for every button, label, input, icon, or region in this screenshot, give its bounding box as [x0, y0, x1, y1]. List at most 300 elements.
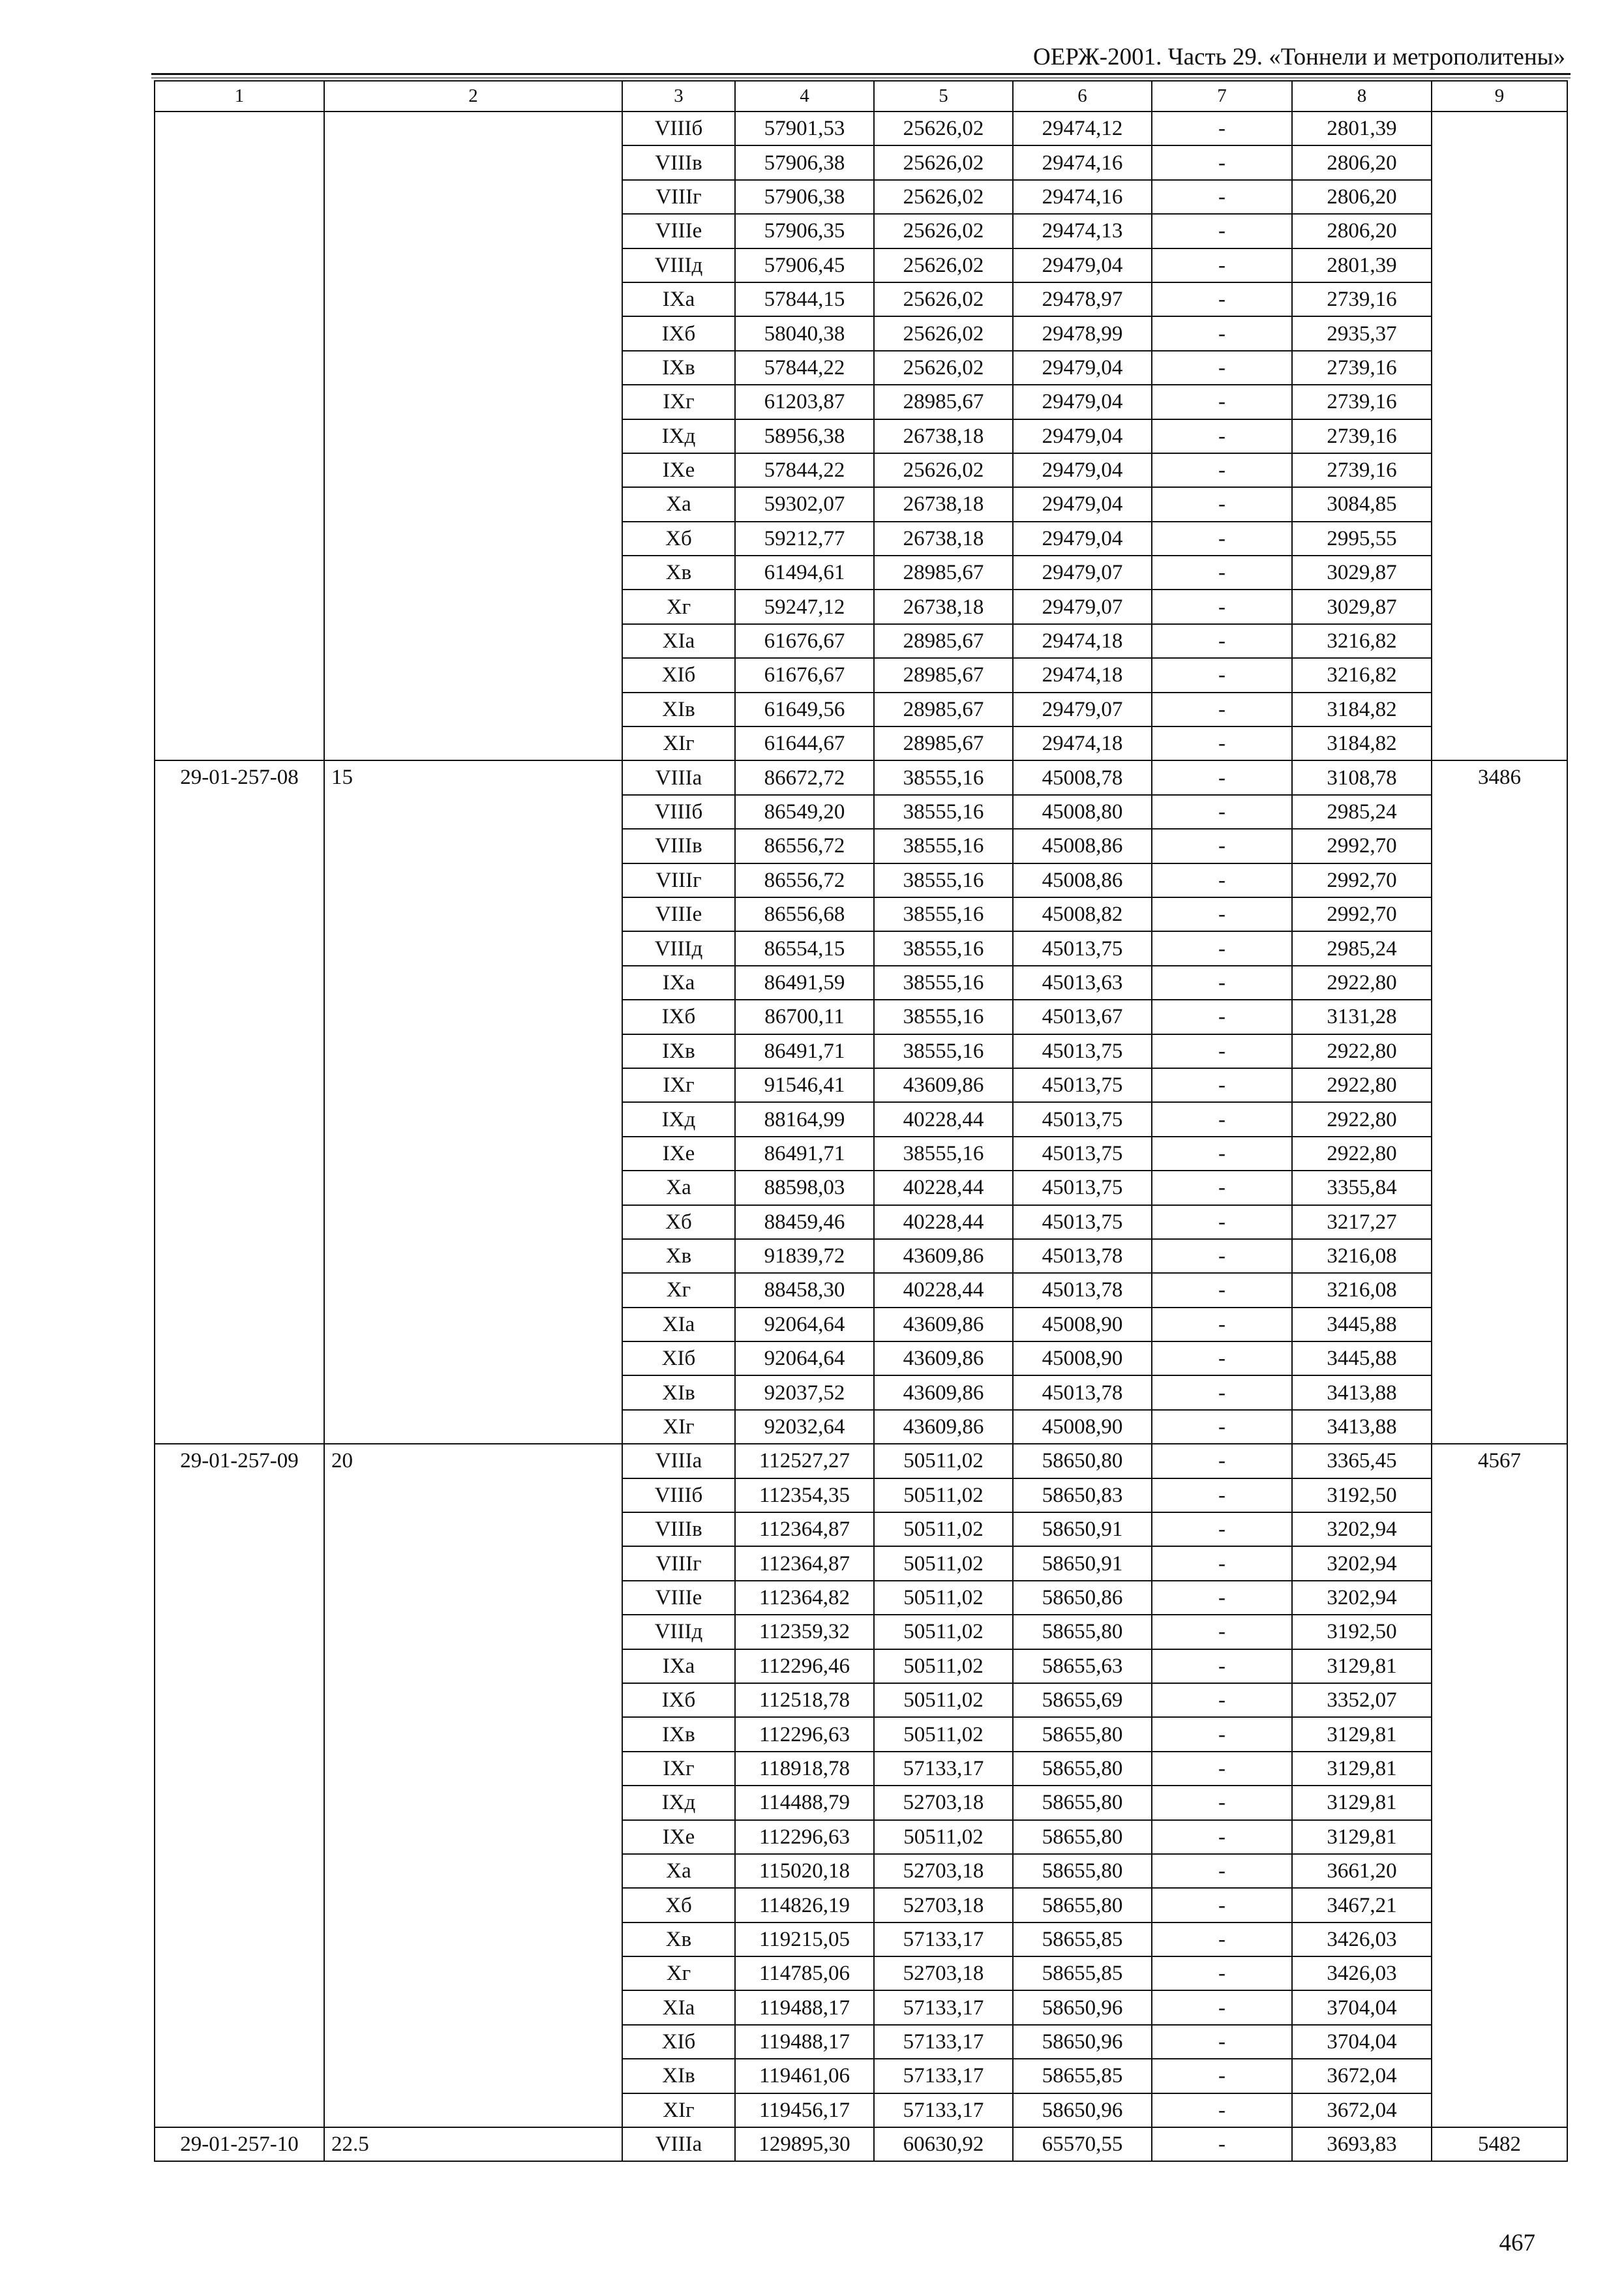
col7-value: - — [1152, 453, 1292, 487]
col7-value: - — [1152, 1990, 1292, 2024]
col5-value: 38555,16 — [874, 1137, 1013, 1171]
col8-value: 3672,04 — [1292, 2093, 1432, 2127]
col6-value: 29479,04 — [1013, 453, 1152, 487]
rates-table — [154, 80, 1568, 2162]
column-number-row — [155, 81, 1567, 112]
col5-value: 43609,86 — [874, 1239, 1013, 1273]
row-category: Xа — [622, 1171, 735, 1204]
col6-value: 45008,90 — [1013, 1410, 1152, 1444]
col5-value: 52703,18 — [874, 1956, 1013, 1990]
col6-value: 58655,69 — [1013, 1683, 1152, 1717]
col4-value: 57844,22 — [735, 351, 874, 385]
row-category: VIIIб — [622, 1478, 735, 1512]
col8-value: 2985,24 — [1292, 931, 1432, 965]
rate-code: 29-01-257-10 — [155, 2127, 324, 2161]
col8-value: 3704,04 — [1292, 1990, 1432, 2024]
row-category: VIIIв — [622, 1512, 735, 1546]
col6-value: 58655,80 — [1013, 1854, 1152, 1888]
row-category: XIа — [622, 1990, 735, 2024]
col4-value: 114488,79 — [735, 1786, 874, 1819]
row-category: IXе — [622, 1137, 735, 1171]
col6-value: 58655,80 — [1013, 1717, 1152, 1751]
rate-code: 29-01-257-08 — [155, 760, 324, 1444]
col6-value: 58650,91 — [1013, 1512, 1152, 1546]
col7-value: - — [1152, 693, 1292, 726]
col4-value: 57844,22 — [735, 453, 874, 487]
row-category: IXв — [622, 1717, 735, 1751]
row-category: VIIIа — [622, 760, 735, 794]
row-category: IXв — [622, 351, 735, 385]
col7-value: - — [1152, 316, 1292, 350]
col7-value: - — [1152, 1854, 1292, 1888]
col7-value: - — [1152, 385, 1292, 419]
table-body — [155, 112, 1567, 2161]
column-number: 7 — [1152, 81, 1292, 112]
row-category: IXв — [622, 1034, 735, 1068]
col8-value: 3693,83 — [1292, 2127, 1432, 2161]
col5-value: 28985,67 — [874, 693, 1013, 726]
col4-value: 112296,46 — [735, 1649, 874, 1683]
col4-value: 86491,59 — [735, 966, 874, 1000]
col6-value: 45008,82 — [1013, 897, 1152, 931]
col6-value: 45008,78 — [1013, 760, 1152, 794]
col7-value: - — [1152, 966, 1292, 1000]
col9-value — [1432, 112, 1567, 760]
col4-value: 86672,72 — [735, 760, 874, 794]
col5-value: 57133,17 — [874, 2059, 1013, 2093]
col4-value: 57906,35 — [735, 214, 874, 248]
col6-value: 29479,07 — [1013, 556, 1152, 590]
col6-value: 58650,80 — [1013, 1444, 1152, 1478]
col5-value: 57133,17 — [874, 1922, 1013, 1956]
col8-value: 2992,70 — [1292, 863, 1432, 897]
quantity-cell: 22.5 — [324, 2127, 622, 2161]
col7-value: - — [1152, 931, 1292, 965]
col8-value: 3202,94 — [1292, 1546, 1432, 1580]
col6-value: 58650,96 — [1013, 1990, 1152, 2024]
row-category: XIа — [622, 624, 735, 658]
col7-value: - — [1152, 556, 1292, 590]
col5-value: 50511,02 — [874, 1717, 1013, 1751]
col5-value: 38555,16 — [874, 1000, 1013, 1034]
col8-value: 3216,82 — [1292, 658, 1432, 692]
col4-value: 61676,67 — [735, 624, 874, 658]
row-category: VIIIг — [622, 180, 735, 214]
col4-value: 129895,30 — [735, 2127, 874, 2161]
col6-value: 29479,04 — [1013, 419, 1152, 453]
col4-value: 119461,06 — [735, 2059, 874, 2093]
col7-value: - — [1152, 145, 1292, 179]
col6-value: 45013,75 — [1013, 1102, 1152, 1136]
col5-value: 28985,67 — [874, 658, 1013, 692]
col6-value: 58655,80 — [1013, 1786, 1152, 1819]
col6-value: 58655,63 — [1013, 1649, 1152, 1683]
col6-value: 29474,18 — [1013, 726, 1152, 760]
col4-value: 59247,12 — [735, 590, 874, 623]
col4-value: 115020,18 — [735, 1854, 874, 1888]
column-number: 4 — [735, 81, 874, 112]
col4-value: 112296,63 — [735, 1820, 874, 1854]
col4-value: 59302,07 — [735, 487, 874, 521]
col6-value: 29479,07 — [1013, 590, 1152, 623]
col5-value: 26738,18 — [874, 419, 1013, 453]
col6-value: 29474,18 — [1013, 658, 1152, 692]
row-category: IXа — [622, 1649, 735, 1683]
col5-value: 57133,17 — [874, 2093, 1013, 2127]
col6-value: 45013,75 — [1013, 1137, 1152, 1171]
col8-value: 3216,08 — [1292, 1273, 1432, 1307]
col7-value: - — [1152, 248, 1292, 282]
col7-value: - — [1152, 1239, 1292, 1273]
col7-value: - — [1152, 726, 1292, 760]
col5-value: 43609,86 — [874, 1410, 1013, 1444]
col7-value: - — [1152, 1102, 1292, 1136]
col9-value: 4567 — [1432, 1444, 1567, 2127]
col4-value: 88458,30 — [735, 1273, 874, 1307]
col7-value: - — [1152, 180, 1292, 214]
col5-value: 38555,16 — [874, 829, 1013, 863]
row-category: XIб — [622, 2025, 735, 2059]
col5-value: 38555,16 — [874, 897, 1013, 931]
row-category: XIг — [622, 726, 735, 760]
col4-value: 86549,20 — [735, 795, 874, 829]
rate-code: 29-01-257-09 — [155, 1444, 324, 2127]
quantity-cell — [324, 112, 622, 760]
col6-value: 58650,96 — [1013, 2025, 1152, 2059]
row-category: Xв — [622, 556, 735, 590]
col4-value: 119215,05 — [735, 1922, 874, 1956]
row-category: VIIIе — [622, 214, 735, 248]
col4-value: 59212,77 — [735, 522, 874, 556]
col7-value: - — [1152, 351, 1292, 385]
col4-value: 88459,46 — [735, 1205, 874, 1239]
col5-value: 25626,02 — [874, 214, 1013, 248]
col6-value: 29474,13 — [1013, 214, 1152, 248]
col8-value: 3108,78 — [1292, 760, 1432, 794]
col6-value: 58650,86 — [1013, 1581, 1152, 1615]
col5-value: 26738,18 — [874, 590, 1013, 623]
col8-value: 2935,37 — [1292, 316, 1432, 350]
quantity-cell: 20 — [324, 1444, 622, 2127]
col6-value: 58655,85 — [1013, 1922, 1152, 1956]
row-category: VIIIд — [622, 931, 735, 965]
col7-value: - — [1152, 1171, 1292, 1204]
col5-value: 25626,02 — [874, 316, 1013, 350]
col5-value: 60630,92 — [874, 2127, 1013, 2161]
col4-value: 112354,35 — [735, 1478, 874, 1512]
col7-value: - — [1152, 1820, 1292, 1854]
row-category: IXб — [622, 1683, 735, 1717]
quantity-cell: 15 — [324, 760, 622, 1444]
row-category: IXб — [622, 1000, 735, 1034]
col4-value: 92037,52 — [735, 1375, 874, 1409]
col8-value: 3129,81 — [1292, 1820, 1432, 1854]
page-number: 467 — [1499, 2230, 1535, 2256]
col5-value: 50511,02 — [874, 1581, 1013, 1615]
col4-value: 86556,68 — [735, 897, 874, 931]
col7-value: - — [1152, 829, 1292, 863]
col8-value: 2992,70 — [1292, 829, 1432, 863]
col5-value: 38555,16 — [874, 795, 1013, 829]
col4-value: 92032,64 — [735, 1410, 874, 1444]
row-category: VIIIа — [622, 2127, 735, 2161]
row-category: VIIIа — [622, 1444, 735, 1478]
col8-value: 3216,08 — [1292, 1239, 1432, 1273]
col5-value: 40228,44 — [874, 1205, 1013, 1239]
col8-value: 2739,16 — [1292, 351, 1432, 385]
column-number: 1 — [155, 81, 324, 112]
row-category: IXг — [622, 1068, 735, 1102]
row-category: IXа — [622, 282, 735, 316]
col6-value: 58650,83 — [1013, 1478, 1152, 1512]
col8-value: 3672,04 — [1292, 2059, 1432, 2093]
col4-value: 61676,67 — [735, 658, 874, 692]
row-category: IXг — [622, 385, 735, 419]
col6-value: 29479,04 — [1013, 248, 1152, 282]
col5-value: 43609,86 — [874, 1375, 1013, 1409]
col7-value: - — [1152, 419, 1292, 453]
col4-value: 112364,87 — [735, 1546, 874, 1580]
col6-value: 58655,85 — [1013, 2059, 1152, 2093]
col6-value: 45013,75 — [1013, 1034, 1152, 1068]
col4-value: 112364,87 — [735, 1512, 874, 1546]
col5-value: 40228,44 — [874, 1102, 1013, 1136]
col6-value: 45013,75 — [1013, 1171, 1152, 1204]
table-row — [155, 760, 1567, 794]
col6-value: 29474,16 — [1013, 180, 1152, 214]
col4-value: 92064,64 — [735, 1341, 874, 1375]
col6-value: 29474,18 — [1013, 624, 1152, 658]
col5-value: 40228,44 — [874, 1273, 1013, 1307]
row-category: IXе — [622, 453, 735, 487]
col6-value: 45008,86 — [1013, 863, 1152, 897]
col4-value: 57844,15 — [735, 282, 874, 316]
col7-value: - — [1152, 624, 1292, 658]
row-category: VIIIд — [622, 1615, 735, 1649]
col5-value: 25626,02 — [874, 145, 1013, 179]
col8-value: 2739,16 — [1292, 282, 1432, 316]
col8-value: 3355,84 — [1292, 1171, 1432, 1204]
col8-value: 2739,16 — [1292, 453, 1432, 487]
col5-value: 43609,86 — [874, 1308, 1013, 1341]
col5-value: 28985,67 — [874, 726, 1013, 760]
col7-value: - — [1152, 522, 1292, 556]
col6-value: 45013,75 — [1013, 1068, 1152, 1102]
col6-value: 45013,75 — [1013, 1205, 1152, 1239]
col8-value: 3084,85 — [1292, 487, 1432, 521]
col7-value: - — [1152, 1308, 1292, 1341]
col4-value: 119488,17 — [735, 2025, 874, 2059]
col5-value: 50511,02 — [874, 1820, 1013, 1854]
col7-value: - — [1152, 590, 1292, 623]
col8-value: 3704,04 — [1292, 2025, 1432, 2059]
col7-value: - — [1152, 1888, 1292, 1922]
col7-value: - — [1152, 760, 1292, 794]
col5-value: 38555,16 — [874, 1034, 1013, 1068]
col6-value: 58650,96 — [1013, 2093, 1152, 2127]
column-number: 8 — [1292, 81, 1432, 112]
col8-value: 3129,81 — [1292, 1786, 1432, 1819]
col5-value: 50511,02 — [874, 1444, 1013, 1478]
col9-value: 5482 — [1432, 2127, 1567, 2161]
col5-value: 43609,86 — [874, 1341, 1013, 1375]
row-category: IXе — [622, 1820, 735, 1854]
col8-value: 3426,03 — [1292, 1922, 1432, 1956]
row-category: VIIIв — [622, 829, 735, 863]
col8-value: 2801,39 — [1292, 248, 1432, 282]
col6-value: 58655,80 — [1013, 1820, 1152, 1854]
col8-value: 2739,16 — [1292, 419, 1432, 453]
col7-value: - — [1152, 1034, 1292, 1068]
col9-value: 3486 — [1432, 760, 1567, 1444]
col7-value: - — [1152, 282, 1292, 316]
header-rule-thick — [151, 73, 1571, 75]
col8-value: 3661,20 — [1292, 1854, 1432, 1888]
col4-value: 86491,71 — [735, 1137, 874, 1171]
col5-value: 52703,18 — [874, 1786, 1013, 1819]
col8-value: 3029,87 — [1292, 590, 1432, 623]
col8-value: 3413,88 — [1292, 1375, 1432, 1409]
col5-value: 25626,02 — [874, 180, 1013, 214]
col6-value: 29478,97 — [1013, 282, 1152, 316]
col5-value: 38555,16 — [874, 966, 1013, 1000]
col5-value: 57133,17 — [874, 1752, 1013, 1786]
col8-value: 3184,82 — [1292, 726, 1432, 760]
col8-value: 3202,94 — [1292, 1581, 1432, 1615]
col8-value: 2801,39 — [1292, 112, 1432, 145]
col4-value: 112359,32 — [735, 1615, 874, 1649]
col6-value: 29479,04 — [1013, 487, 1152, 521]
col7-value: - — [1152, 1581, 1292, 1615]
col4-value: 57901,53 — [735, 112, 874, 145]
col4-value: 88164,99 — [735, 1102, 874, 1136]
col6-value: 58650,91 — [1013, 1546, 1152, 1580]
col4-value: 57906,45 — [735, 248, 874, 282]
row-category: XIг — [622, 1410, 735, 1444]
row-category: Xв — [622, 1239, 735, 1273]
row-category: IXд — [622, 1102, 735, 1136]
col7-value: - — [1152, 1512, 1292, 1546]
col5-value: 25626,02 — [874, 112, 1013, 145]
col8-value: 2992,70 — [1292, 897, 1432, 931]
col5-value: 28985,67 — [874, 556, 1013, 590]
col4-value: 57906,38 — [735, 180, 874, 214]
col8-value: 3352,07 — [1292, 1683, 1432, 1717]
col7-value: - — [1152, 1649, 1292, 1683]
row-category: VIIIб — [622, 112, 735, 145]
col8-value: 2985,24 — [1292, 795, 1432, 829]
col7-value: - — [1152, 1375, 1292, 1409]
col6-value: 45013,67 — [1013, 1000, 1152, 1034]
row-category: Xб — [622, 1205, 735, 1239]
col4-value: 86556,72 — [735, 829, 874, 863]
col7-value: - — [1152, 1341, 1292, 1375]
row-category: Xа — [622, 487, 735, 521]
col6-value: 65570,55 — [1013, 2127, 1152, 2161]
col4-value: 91546,41 — [735, 1068, 874, 1102]
col7-value: - — [1152, 1478, 1292, 1512]
col8-value: 2806,20 — [1292, 180, 1432, 214]
col7-value: - — [1152, 2059, 1292, 2093]
col5-value: 50511,02 — [874, 1615, 1013, 1649]
col6-value: 45008,86 — [1013, 829, 1152, 863]
col7-value: - — [1152, 897, 1292, 931]
col8-value: 3445,88 — [1292, 1341, 1432, 1375]
col4-value: 58956,38 — [735, 419, 874, 453]
col5-value: 52703,18 — [874, 1888, 1013, 1922]
col7-value: - — [1152, 1273, 1292, 1307]
col7-value: - — [1152, 1786, 1292, 1819]
col7-value: - — [1152, 1752, 1292, 1786]
row-category: XIв — [622, 2059, 735, 2093]
col7-value: - — [1152, 112, 1292, 145]
col8-value: 2806,20 — [1292, 214, 1432, 248]
col8-value: 3467,21 — [1292, 1888, 1432, 1922]
col5-value: 28985,67 — [874, 624, 1013, 658]
col7-value: - — [1152, 1956, 1292, 1990]
col5-value: 50511,02 — [874, 1649, 1013, 1683]
col6-value: 45013,78 — [1013, 1239, 1152, 1273]
col5-value: 57133,17 — [874, 1990, 1013, 2024]
col8-value: 2739,16 — [1292, 385, 1432, 419]
col6-value: 29478,99 — [1013, 316, 1152, 350]
row-category: XIа — [622, 1308, 735, 1341]
col4-value: 92064,64 — [735, 1308, 874, 1341]
col6-value: 29479,07 — [1013, 693, 1152, 726]
col8-value: 2922,80 — [1292, 966, 1432, 1000]
col7-value: - — [1152, 1444, 1292, 1478]
col8-value: 3426,03 — [1292, 1956, 1432, 1990]
table-row — [155, 1444, 1567, 1478]
col6-value: 58655,80 — [1013, 1888, 1152, 1922]
col8-value: 3217,27 — [1292, 1205, 1432, 1239]
col5-value: 50511,02 — [874, 1478, 1013, 1512]
column-number: 3 — [622, 81, 735, 112]
col7-value: - — [1152, 658, 1292, 692]
row-category: VIIIе — [622, 897, 735, 931]
column-number: 9 — [1432, 81, 1567, 112]
row-category: Xа — [622, 1854, 735, 1888]
column-number: 2 — [324, 81, 622, 112]
col5-value: 26738,18 — [874, 487, 1013, 521]
col6-value: 45013,75 — [1013, 931, 1152, 965]
col4-value: 112518,78 — [735, 1683, 874, 1717]
col8-value: 3184,82 — [1292, 693, 1432, 726]
col5-value: 50511,02 — [874, 1512, 1013, 1546]
col7-value: - — [1152, 1683, 1292, 1717]
col6-value: 58655,80 — [1013, 1752, 1152, 1786]
row-category: Xв — [622, 1922, 735, 1956]
col4-value: 61203,87 — [735, 385, 874, 419]
col4-value: 114826,19 — [735, 1888, 874, 1922]
row-category: XIб — [622, 658, 735, 692]
col4-value: 88598,03 — [735, 1171, 874, 1204]
col6-value: 29479,04 — [1013, 385, 1152, 419]
col5-value: 38555,16 — [874, 863, 1013, 897]
col6-value: 45013,78 — [1013, 1375, 1152, 1409]
col6-value: 29474,16 — [1013, 145, 1152, 179]
col5-value: 52703,18 — [874, 1854, 1013, 1888]
col8-value: 3445,88 — [1292, 1308, 1432, 1341]
col4-value: 114785,06 — [735, 1956, 874, 1990]
row-category: VIIIг — [622, 1546, 735, 1580]
col8-value: 3129,81 — [1292, 1649, 1432, 1683]
col8-value: 3129,81 — [1292, 1717, 1432, 1751]
col4-value: 86556,72 — [735, 863, 874, 897]
col5-value: 25626,02 — [874, 351, 1013, 385]
col7-value: - — [1152, 863, 1292, 897]
col6-value: 58655,85 — [1013, 1956, 1152, 1990]
